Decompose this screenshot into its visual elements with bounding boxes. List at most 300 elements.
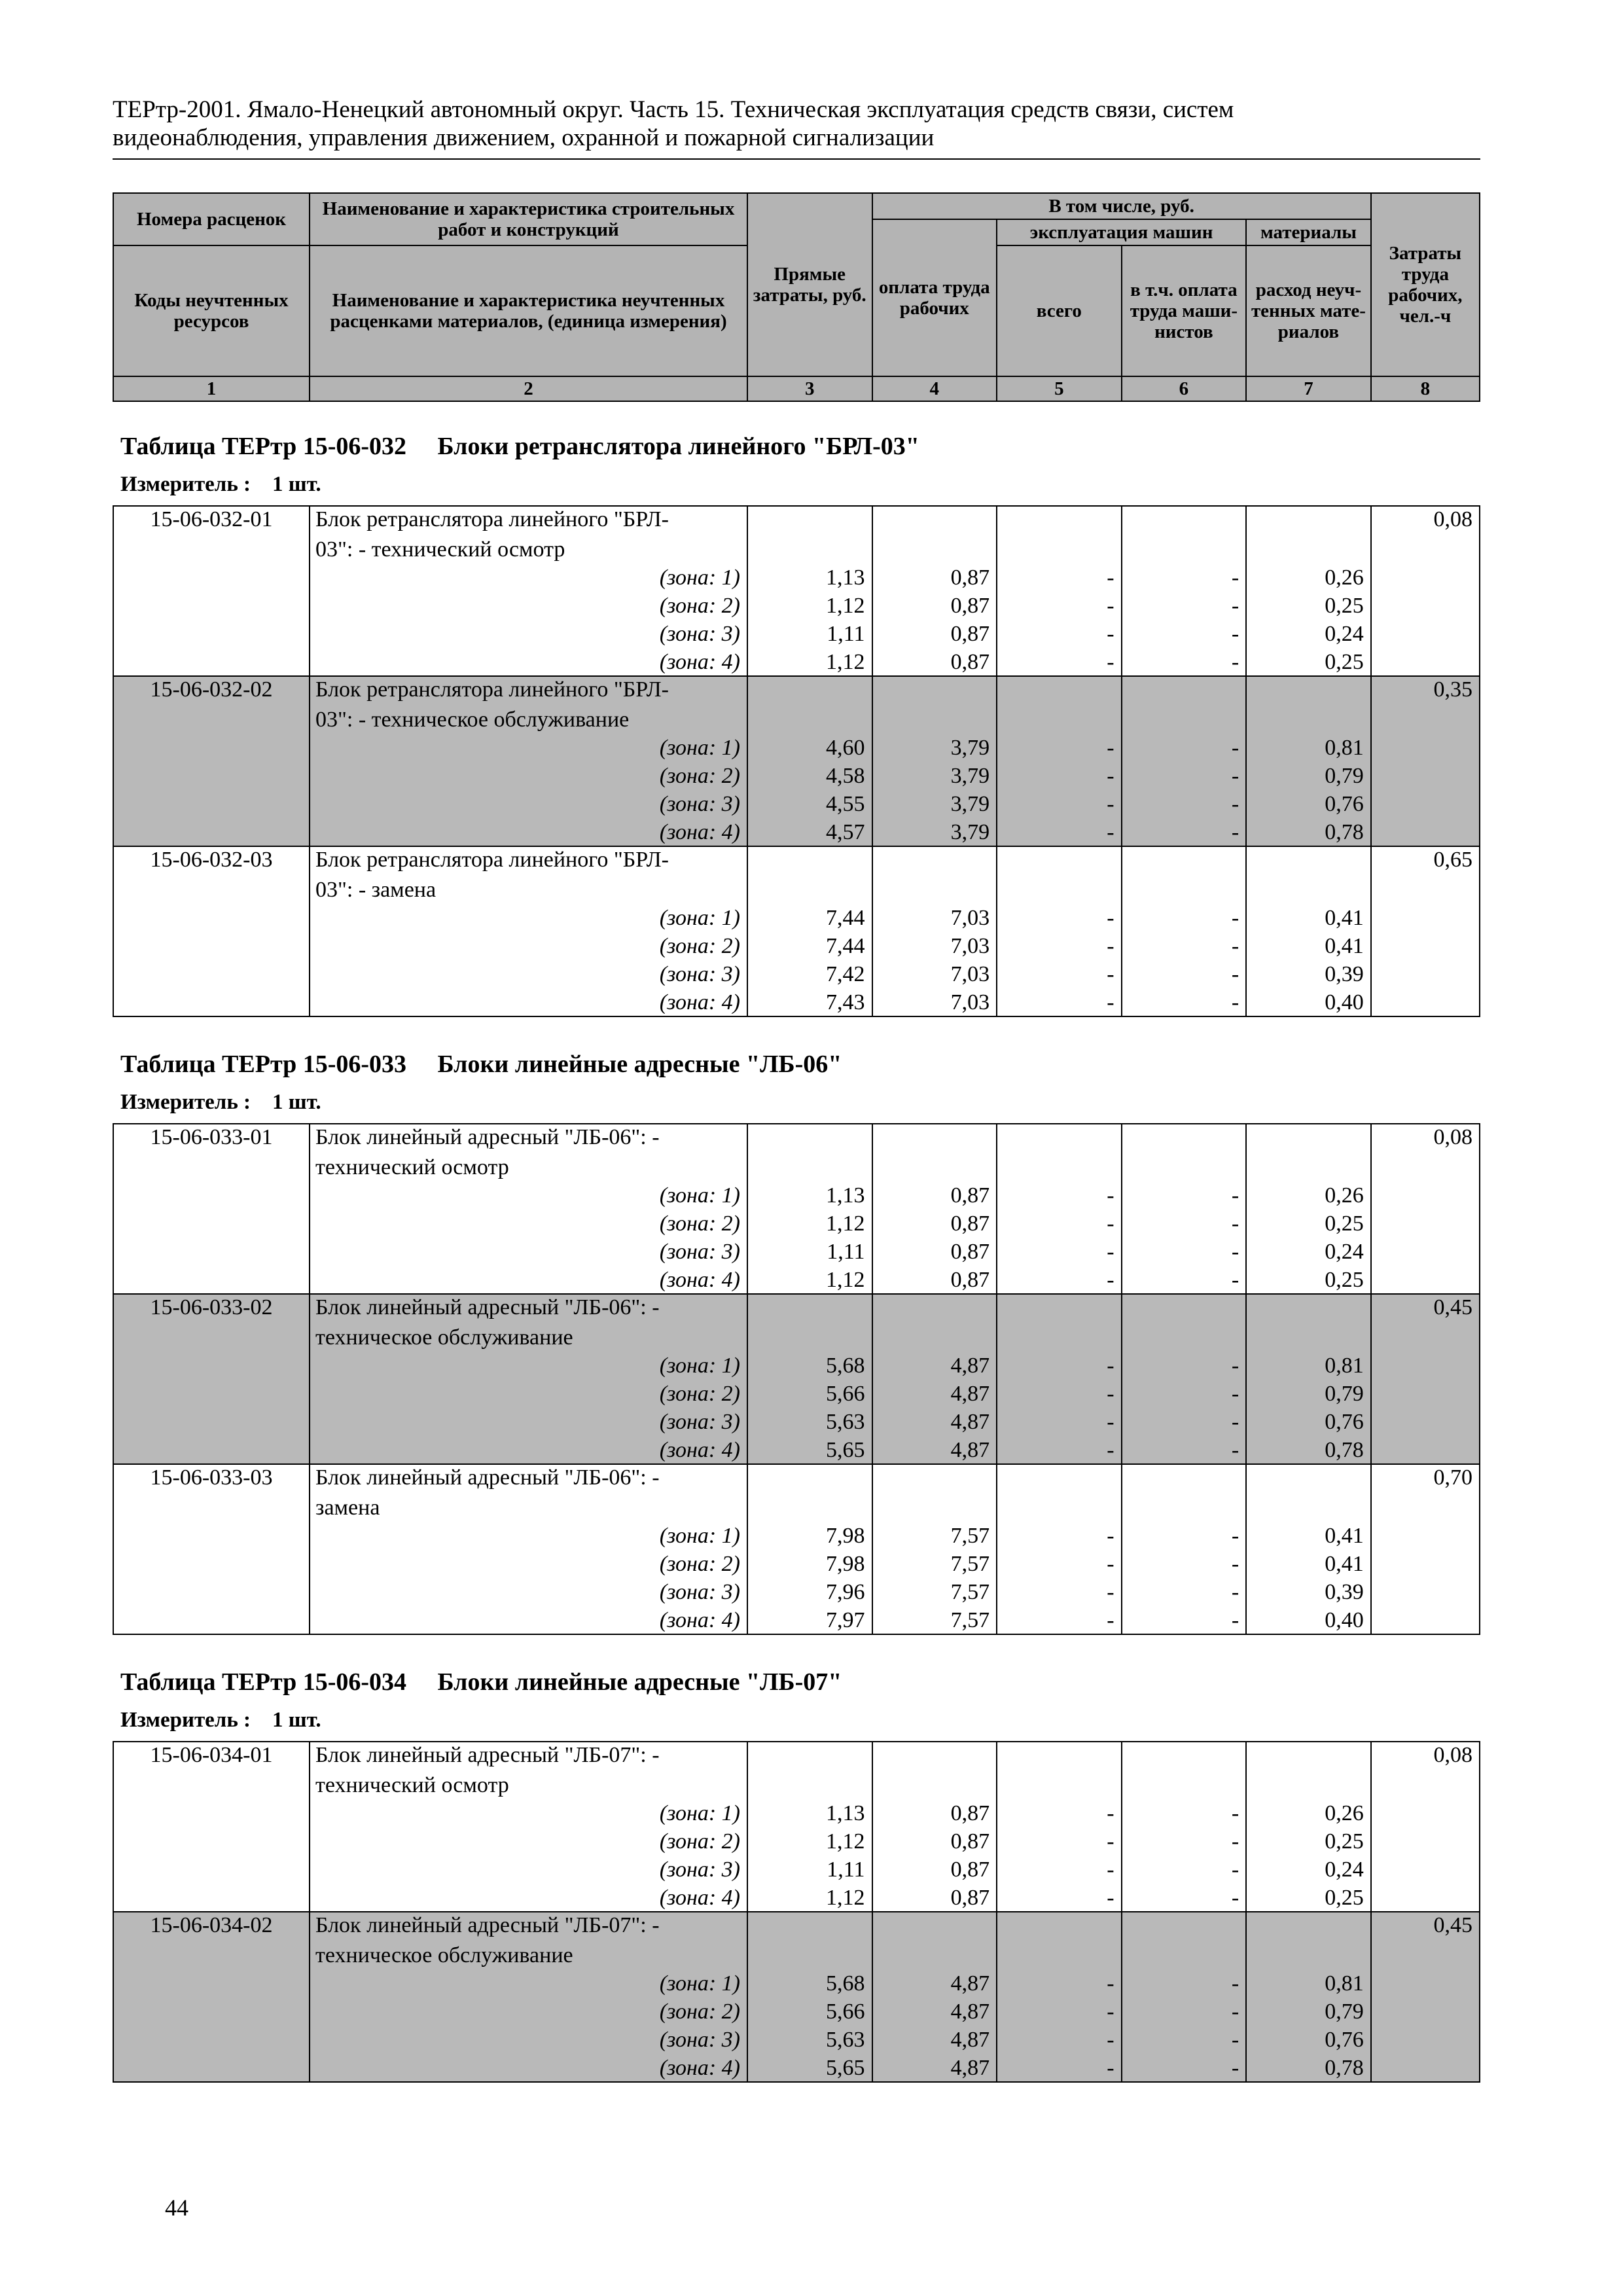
empty-cell (997, 535, 1122, 563)
rate-description: технический осмотр (310, 1770, 747, 1799)
value-cell: 0,41 (1246, 1521, 1371, 1549)
empty-cell (872, 705, 997, 733)
empty-cell (747, 1464, 872, 1493)
value-cell: - (997, 591, 1122, 619)
value-cell: - (1122, 1827, 1247, 1855)
value-cell: 7,42 (747, 960, 872, 988)
value-cell: - (1122, 761, 1247, 789)
empty-cell (113, 1799, 310, 1827)
column-header-table (113, 192, 1480, 402)
zone-label: (зона: 2) (310, 761, 747, 789)
empty-cell (1246, 1464, 1371, 1493)
empty-cell (747, 1742, 872, 1770)
empty-cell (113, 1351, 310, 1379)
column-number: 5 (997, 376, 1122, 401)
zone-label: (зона: 3) (310, 2025, 747, 2053)
empty-cell (747, 535, 872, 563)
value-cell: 5,68 (747, 1969, 872, 1997)
value-cell: - (997, 761, 1122, 789)
header-direct-costs: Прямые затраты, руб. (747, 193, 872, 376)
rate-sub-row (113, 1265, 1480, 1294)
value-cell: 0,87 (872, 1827, 997, 1855)
empty-cell (1122, 1941, 1247, 1969)
header-machinist-pay: в т.ч. оплата труда маши-нистов (1122, 245, 1247, 376)
zone-label: (зона: 2) (310, 1379, 747, 1407)
empty-cell (113, 1855, 310, 1883)
labor-cost: 0,45 (1371, 1912, 1480, 1941)
value-cell: 1,12 (747, 591, 872, 619)
value-cell: - (997, 817, 1122, 846)
empty-cell (1371, 1435, 1480, 1464)
empty-cell (872, 1742, 997, 1770)
value-cell: - (997, 931, 1122, 960)
value-cell: 3,79 (872, 817, 997, 846)
rate-sub-row (113, 1605, 1480, 1634)
empty-cell (1122, 1770, 1247, 1799)
value-cell: - (997, 1605, 1122, 1634)
header-labor-pay: оплата труда рабочих (872, 219, 997, 376)
value-cell: - (997, 1435, 1122, 1464)
empty-cell (1371, 1969, 1480, 1997)
value-cell: - (997, 789, 1122, 817)
empty-cell (113, 647, 310, 676)
empty-cell (113, 1969, 310, 1997)
zone-label: (зона: 2) (310, 1997, 747, 2025)
empty-cell (1371, 591, 1480, 619)
rate-sub-row (113, 960, 1480, 988)
empty-cell (1371, 1883, 1480, 1912)
rate-code: 15-06-033-03 (113, 1464, 310, 1493)
empty-cell (997, 1153, 1122, 1181)
empty-cell (1371, 761, 1480, 789)
rate-code: 15-06-032-03 (113, 846, 310, 875)
empty-cell (872, 1912, 997, 1941)
empty-cell (1122, 705, 1247, 733)
empty-cell (1371, 988, 1480, 1016)
value-cell: 0,26 (1246, 1799, 1371, 1827)
value-cell: 0,79 (1246, 1379, 1371, 1407)
rate-sub-row (113, 619, 1480, 647)
value-cell: - (1122, 1435, 1247, 1464)
header-labor-costs: Затраты труда рабочих, чел.-ч (1371, 193, 1480, 376)
value-cell: 0,87 (872, 1799, 997, 1827)
rate-sub-row (113, 1549, 1480, 1577)
value-cell: - (1122, 1997, 1247, 2025)
column-number: 2 (310, 376, 747, 401)
empty-cell (113, 535, 310, 563)
empty-cell (1122, 1124, 1247, 1153)
zone-label: (зона: 3) (310, 1577, 747, 1605)
zone-label: (зона: 4) (310, 1265, 747, 1294)
rate-sub-row (113, 789, 1480, 817)
section-unit: Измеритель : 1 шт. (120, 1708, 321, 1732)
empty-cell (113, 1407, 310, 1435)
empty-cell (1371, 1577, 1480, 1605)
value-cell: 0,25 (1246, 591, 1371, 619)
empty-cell (1122, 875, 1247, 903)
rate-sub-row (113, 1435, 1480, 1464)
value-cell: 0,41 (1246, 931, 1371, 960)
section-unit: Измеритель : 1 шт. (120, 473, 321, 496)
labor-cost: 0,70 (1371, 1464, 1480, 1493)
empty-cell (1246, 705, 1371, 733)
value-cell: 0,39 (1246, 960, 1371, 988)
rate-sub-row (113, 1521, 1480, 1549)
value-cell: - (997, 1181, 1122, 1209)
empty-cell (113, 1827, 310, 1855)
rate-sub-row (113, 931, 1480, 960)
empty-cell (1371, 563, 1480, 591)
column-number: 7 (1246, 376, 1371, 401)
empty-cell (1371, 1153, 1480, 1181)
value-cell: 0,87 (872, 1209, 997, 1237)
rate-sub-row (113, 1351, 1480, 1379)
empty-cell (1371, 817, 1480, 846)
rate-description: техническое обслуживание (310, 1323, 747, 1351)
rate-description: Блок ретранслятора линейного "БРЛ- (310, 676, 747, 705)
empty-cell (113, 1770, 310, 1799)
value-cell: 0,87 (872, 563, 997, 591)
value-cell: 0,81 (1246, 1351, 1371, 1379)
value-cell: - (1122, 619, 1247, 647)
value-cell: - (997, 733, 1122, 761)
zone-label: (зона: 4) (310, 647, 747, 676)
rate-description: технический осмотр (310, 1153, 747, 1181)
value-cell: - (1122, 960, 1247, 988)
empty-cell (1371, 1770, 1480, 1799)
empty-cell (1371, 1605, 1480, 1634)
header-including: В том числе, руб. (872, 193, 1371, 219)
value-cell: - (1122, 1521, 1247, 1549)
value-cell: 5,66 (747, 1997, 872, 2025)
value-cell: - (997, 1351, 1122, 1379)
empty-cell (1246, 1153, 1371, 1181)
rate-table (113, 1123, 1480, 1635)
zone-label: (зона: 3) (310, 619, 747, 647)
rate-sub-row (113, 1941, 1480, 1969)
value-cell: - (1122, 2025, 1247, 2053)
value-cell: 0,78 (1246, 817, 1371, 846)
value-cell: - (997, 988, 1122, 1016)
rate-code: 15-06-033-02 (113, 1294, 310, 1323)
rate-sub-row (113, 1407, 1480, 1435)
rate-row (113, 1464, 1480, 1493)
value-cell: 4,87 (872, 2025, 997, 2053)
value-cell: - (1122, 1407, 1247, 1435)
zone-label: (зона: 1) (310, 1969, 747, 1997)
value-cell: - (1122, 733, 1247, 761)
empty-cell (997, 705, 1122, 733)
empty-cell (113, 2053, 310, 2082)
empty-cell (113, 1549, 310, 1577)
value-cell: 7,57 (872, 1577, 997, 1605)
empty-cell (1371, 1351, 1480, 1379)
value-cell: - (1122, 1549, 1247, 1577)
value-cell: - (1122, 1379, 1247, 1407)
value-cell: - (1122, 1855, 1247, 1883)
value-cell: - (1122, 563, 1247, 591)
value-cell: 1,12 (747, 1265, 872, 1294)
empty-cell (113, 1265, 310, 1294)
empty-cell (1371, 931, 1480, 960)
value-cell: 4,87 (872, 1969, 997, 1997)
header-work-name: Наименование и характеристика строительных работ и конструкций (310, 193, 747, 245)
rate-sub-row (113, 1883, 1480, 1912)
empty-cell (113, 931, 310, 960)
rate-sub-row (113, 1770, 1480, 1799)
empty-cell (113, 619, 310, 647)
rate-row (113, 1294, 1480, 1323)
zone-label: (зона: 4) (310, 817, 747, 846)
empty-cell (1371, 1997, 1480, 2025)
rate-row (113, 1124, 1480, 1153)
empty-cell (1246, 875, 1371, 903)
empty-cell (113, 761, 310, 789)
empty-cell (1371, 1265, 1480, 1294)
header-materials: материалы (1246, 219, 1371, 245)
zone-label: (зона: 4) (310, 1883, 747, 1912)
empty-cell (747, 1124, 872, 1153)
rate-sub-row (113, 1799, 1480, 1827)
empty-cell (1371, 1493, 1480, 1521)
zone-label: (зона: 2) (310, 1549, 747, 1577)
rate-description: замена (310, 1493, 747, 1521)
zone-label: (зона: 4) (310, 2053, 747, 2082)
value-cell: - (1122, 931, 1247, 960)
value-cell: 3,79 (872, 733, 997, 761)
value-cell: 5,63 (747, 1407, 872, 1435)
empty-cell (872, 1294, 997, 1323)
rate-code: 15-06-033-01 (113, 1124, 310, 1153)
empty-cell (1371, 1549, 1480, 1577)
value-cell: 0,26 (1246, 563, 1371, 591)
section-unit: Измеритель : 1 шт. (120, 1090, 321, 1114)
value-cell: 0,41 (1246, 903, 1371, 931)
empty-cell (1122, 535, 1247, 563)
value-cell: 1,11 (747, 1855, 872, 1883)
value-cell: - (997, 1997, 1122, 2025)
empty-cell (113, 1577, 310, 1605)
empty-cell (1371, 1237, 1480, 1265)
rate-description: Блок линейный адресный "ЛБ-06": - (310, 1294, 747, 1323)
empty-cell (113, 1435, 310, 1464)
empty-cell (113, 705, 310, 733)
rate-sub-row (113, 1323, 1480, 1351)
rate-sub-row (113, 761, 1480, 789)
zone-label: (зона: 4) (310, 1605, 747, 1634)
empty-cell (1122, 506, 1247, 535)
empty-cell (997, 1770, 1122, 1799)
empty-cell (1246, 1770, 1371, 1799)
rate-row (113, 506, 1480, 535)
empty-cell (113, 1493, 310, 1521)
empty-cell (997, 1323, 1122, 1351)
value-cell: - (997, 2025, 1122, 2053)
value-cell: 1,12 (747, 1827, 872, 1855)
value-cell: 7,43 (747, 988, 872, 1016)
value-cell: 7,03 (872, 931, 997, 960)
labor-cost: 0,65 (1371, 846, 1480, 875)
value-cell: - (1122, 1799, 1247, 1827)
value-cell: 0,78 (1246, 1435, 1371, 1464)
rate-table (113, 505, 1480, 1017)
zone-label: (зона: 1) (310, 1351, 747, 1379)
empty-cell (997, 875, 1122, 903)
zone-label: (зона: 1) (310, 1181, 747, 1209)
value-cell: 1,12 (747, 647, 872, 676)
empty-cell (747, 1493, 872, 1521)
empty-cell (747, 1153, 872, 1181)
rate-row (113, 1742, 1480, 1770)
empty-cell (872, 1323, 997, 1351)
empty-cell (1371, 903, 1480, 931)
empty-cell (747, 1912, 872, 1941)
rate-description: техническое обслуживание (310, 1941, 747, 1969)
empty-cell (1371, 960, 1480, 988)
empty-cell (1122, 676, 1247, 705)
rate-code: 15-06-034-02 (113, 1912, 310, 1941)
empty-cell (113, 1997, 310, 2025)
empty-cell (747, 506, 872, 535)
value-cell: 7,44 (747, 903, 872, 931)
value-cell: 4,58 (747, 761, 872, 789)
value-cell: - (1122, 817, 1247, 846)
empty-cell (872, 1770, 997, 1799)
value-cell: 0,76 (1246, 2025, 1371, 2053)
empty-cell (872, 875, 997, 903)
value-cell: 7,98 (747, 1549, 872, 1577)
value-cell: - (997, 1577, 1122, 1605)
section-title: Таблица ТЕРтр 15-06-034 Блоки линейные адресные "ЛБ-07" (120, 1668, 842, 1696)
value-cell: - (1122, 789, 1247, 817)
empty-cell (113, 1209, 310, 1237)
empty-cell (113, 591, 310, 619)
zone-label: (зона: 3) (310, 960, 747, 988)
header-resource-codes: Коды неучтенных ресурсов (113, 245, 310, 376)
value-cell: 7,97 (747, 1605, 872, 1634)
value-cell: - (1122, 1181, 1247, 1209)
value-cell: - (997, 1799, 1122, 1827)
zone-label: (зона: 3) (310, 1407, 747, 1435)
empty-cell (113, 1941, 310, 1969)
value-cell: - (1122, 2053, 1247, 2082)
zone-label: (зона: 1) (310, 1521, 747, 1549)
empty-cell (1246, 676, 1371, 705)
empty-cell (113, 988, 310, 1016)
rate-code: 15-06-032-02 (113, 676, 310, 705)
value-cell: 0,24 (1246, 1855, 1371, 1883)
empty-cell (1371, 1941, 1480, 1969)
empty-cell (997, 846, 1122, 875)
rate-description: Блок линейный адресный "ЛБ-06": - (310, 1124, 747, 1153)
rate-sub-row (113, 1827, 1480, 1855)
empty-cell (872, 535, 997, 563)
zone-label: (зона: 4) (310, 988, 747, 1016)
rate-row (113, 676, 1480, 705)
value-cell: 5,68 (747, 1351, 872, 1379)
empty-cell (1246, 1323, 1371, 1351)
rate-sub-row (113, 1493, 1480, 1521)
column-number: 1 (113, 376, 310, 401)
value-cell: 4,87 (872, 2053, 997, 2082)
empty-cell (1246, 1941, 1371, 1969)
value-cell: - (1122, 988, 1247, 1016)
empty-cell (113, 789, 310, 817)
header-line-2: видеонаблюдения, управления движением, охранной и пожарной сигнализации (113, 124, 935, 151)
empty-cell (1371, 535, 1480, 563)
empty-cell (113, 1237, 310, 1265)
empty-cell (113, 563, 310, 591)
value-cell: - (997, 1549, 1122, 1577)
empty-cell (997, 1124, 1122, 1153)
value-cell: - (997, 1209, 1122, 1237)
empty-cell (872, 846, 997, 875)
value-cell: 0,87 (872, 647, 997, 676)
header-machine-total: всего (997, 245, 1122, 376)
empty-cell (1371, 2053, 1480, 2082)
rate-sub-row (113, 563, 1480, 591)
value-cell: - (997, 563, 1122, 591)
value-cell: - (1122, 1209, 1247, 1237)
value-cell: - (997, 903, 1122, 931)
empty-cell (113, 817, 310, 846)
empty-cell (1122, 846, 1247, 875)
value-cell: 0,79 (1246, 1997, 1371, 2025)
section-title: Таблица ТЕРтр 15-06-032 Блоки ретранслятора линейного "БРЛ-03" (120, 433, 919, 460)
value-cell: - (997, 1855, 1122, 1883)
labor-cost: 0,45 (1371, 1294, 1480, 1323)
value-cell: 0,25 (1246, 1209, 1371, 1237)
value-cell: 4,87 (872, 1379, 997, 1407)
value-cell: 0,81 (1246, 1969, 1371, 1997)
value-cell: 0,25 (1246, 647, 1371, 676)
rate-sub-row (113, 1379, 1480, 1407)
value-cell: 0,79 (1246, 761, 1371, 789)
empty-cell (1371, 1407, 1480, 1435)
empty-cell (747, 1941, 872, 1969)
column-number: 3 (747, 376, 872, 401)
value-cell: 0,25 (1246, 1883, 1371, 1912)
empty-cell (747, 1770, 872, 1799)
value-cell: - (1122, 591, 1247, 619)
empty-cell (1371, 647, 1480, 676)
empty-cell (1371, 789, 1480, 817)
header-unaccounted-materials: расход неуч-тенных мате-риалов (1246, 245, 1371, 376)
empty-cell (1371, 1323, 1480, 1351)
value-cell: - (997, 1521, 1122, 1549)
value-cell: - (1122, 1237, 1247, 1265)
value-cell: - (1122, 1969, 1247, 1997)
value-cell: 1,11 (747, 619, 872, 647)
page-number: 44 (165, 2195, 188, 2221)
empty-cell (1122, 1294, 1247, 1323)
value-cell: - (1122, 1605, 1247, 1634)
empty-cell (872, 506, 997, 535)
value-cell: 0,87 (872, 1265, 997, 1294)
value-cell: 0,40 (1246, 1605, 1371, 1634)
empty-cell (872, 1153, 997, 1181)
value-cell: 0,87 (872, 1237, 997, 1265)
empty-cell (1371, 1855, 1480, 1883)
zone-label: (зона: 3) (310, 1855, 747, 1883)
column-number: 6 (1122, 376, 1247, 401)
column-number: 4 (872, 376, 997, 401)
value-cell: - (1122, 647, 1247, 676)
value-cell: 4,57 (747, 817, 872, 846)
empty-cell (113, 1883, 310, 1912)
empty-cell (1371, 2025, 1480, 2053)
rate-sub-row (113, 1855, 1480, 1883)
